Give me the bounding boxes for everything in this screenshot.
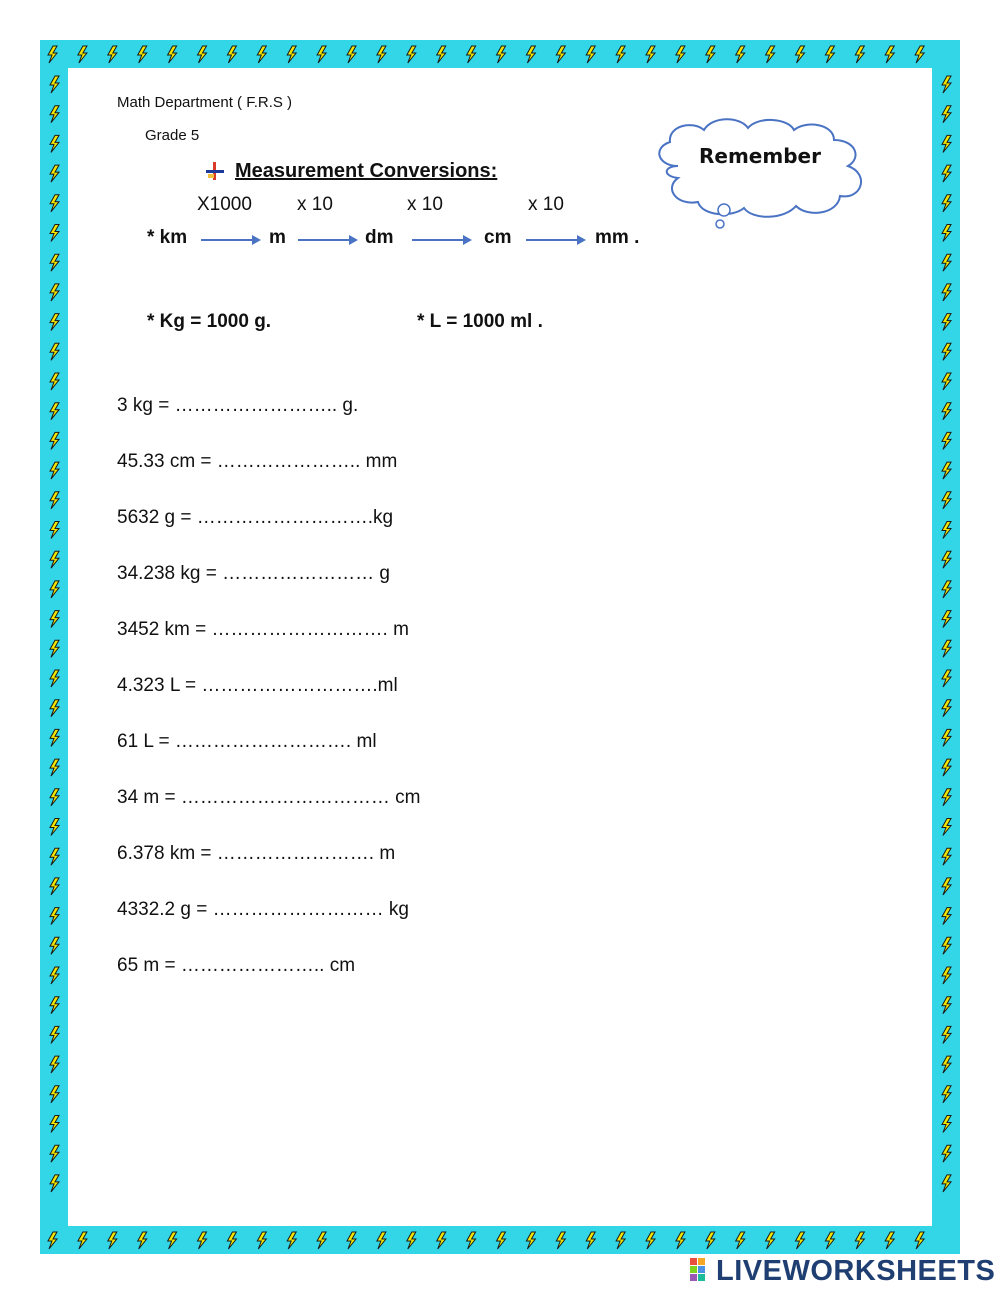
question-item[interactable]: 65 m = ………………….. cm [117,955,356,976]
liveworksheets-logo-icon [690,1258,714,1284]
question-item[interactable]: 34.238 kg = …………………… g [117,563,390,584]
unit-label: m [269,227,286,248]
question-item[interactable]: 4332.2 g = ……………………… kg [117,899,409,920]
page-title: Measurement Conversions: [235,160,498,182]
unit-label: dm [365,227,394,248]
factor-label: x 10 [407,194,443,215]
grade-label: Grade 5 [145,127,200,144]
factor-label: X1000 [197,194,252,215]
department-label: Math Department ( F.R.S ) [117,94,293,111]
remember-label: Remember [699,144,821,168]
question-item[interactable]: 5632 g = ……………………….kg [117,507,394,528]
factor-label: x 10 [528,194,564,215]
question-item[interactable]: 45.33 cm = ………………….. mm [117,451,398,472]
unit-label: * km [147,227,188,248]
unit-label: mm . [595,227,640,248]
arrow-icon [298,239,356,241]
brand-logo: LIVEWORKSHEETS [716,1255,996,1287]
arrow-icon [412,239,470,241]
question-item[interactable]: 3452 km = ………………………. m [117,619,409,640]
pin-icon [204,160,226,182]
question-item[interactable]: 34 m = …………………………… cm [117,787,421,808]
arrow-icon [201,239,259,241]
question-item[interactable]: 61 L = ………………………. ml [117,731,377,752]
unit-label: cm [484,227,512,248]
arrow-icon [526,239,584,241]
mass-rule: * Kg = 1000 g. [147,311,272,332]
factor-label: x 10 [297,194,333,215]
remember-cloud [648,114,880,234]
question-item[interactable]: 4.323 L = ……………………….ml [117,675,398,696]
volume-rule: * L = 1000 ml . [417,311,543,332]
question-item[interactable]: 6.378 km = ……………………. m [117,843,396,864]
question-item[interactable]: 3 kg = …………………….. g. [117,395,359,416]
